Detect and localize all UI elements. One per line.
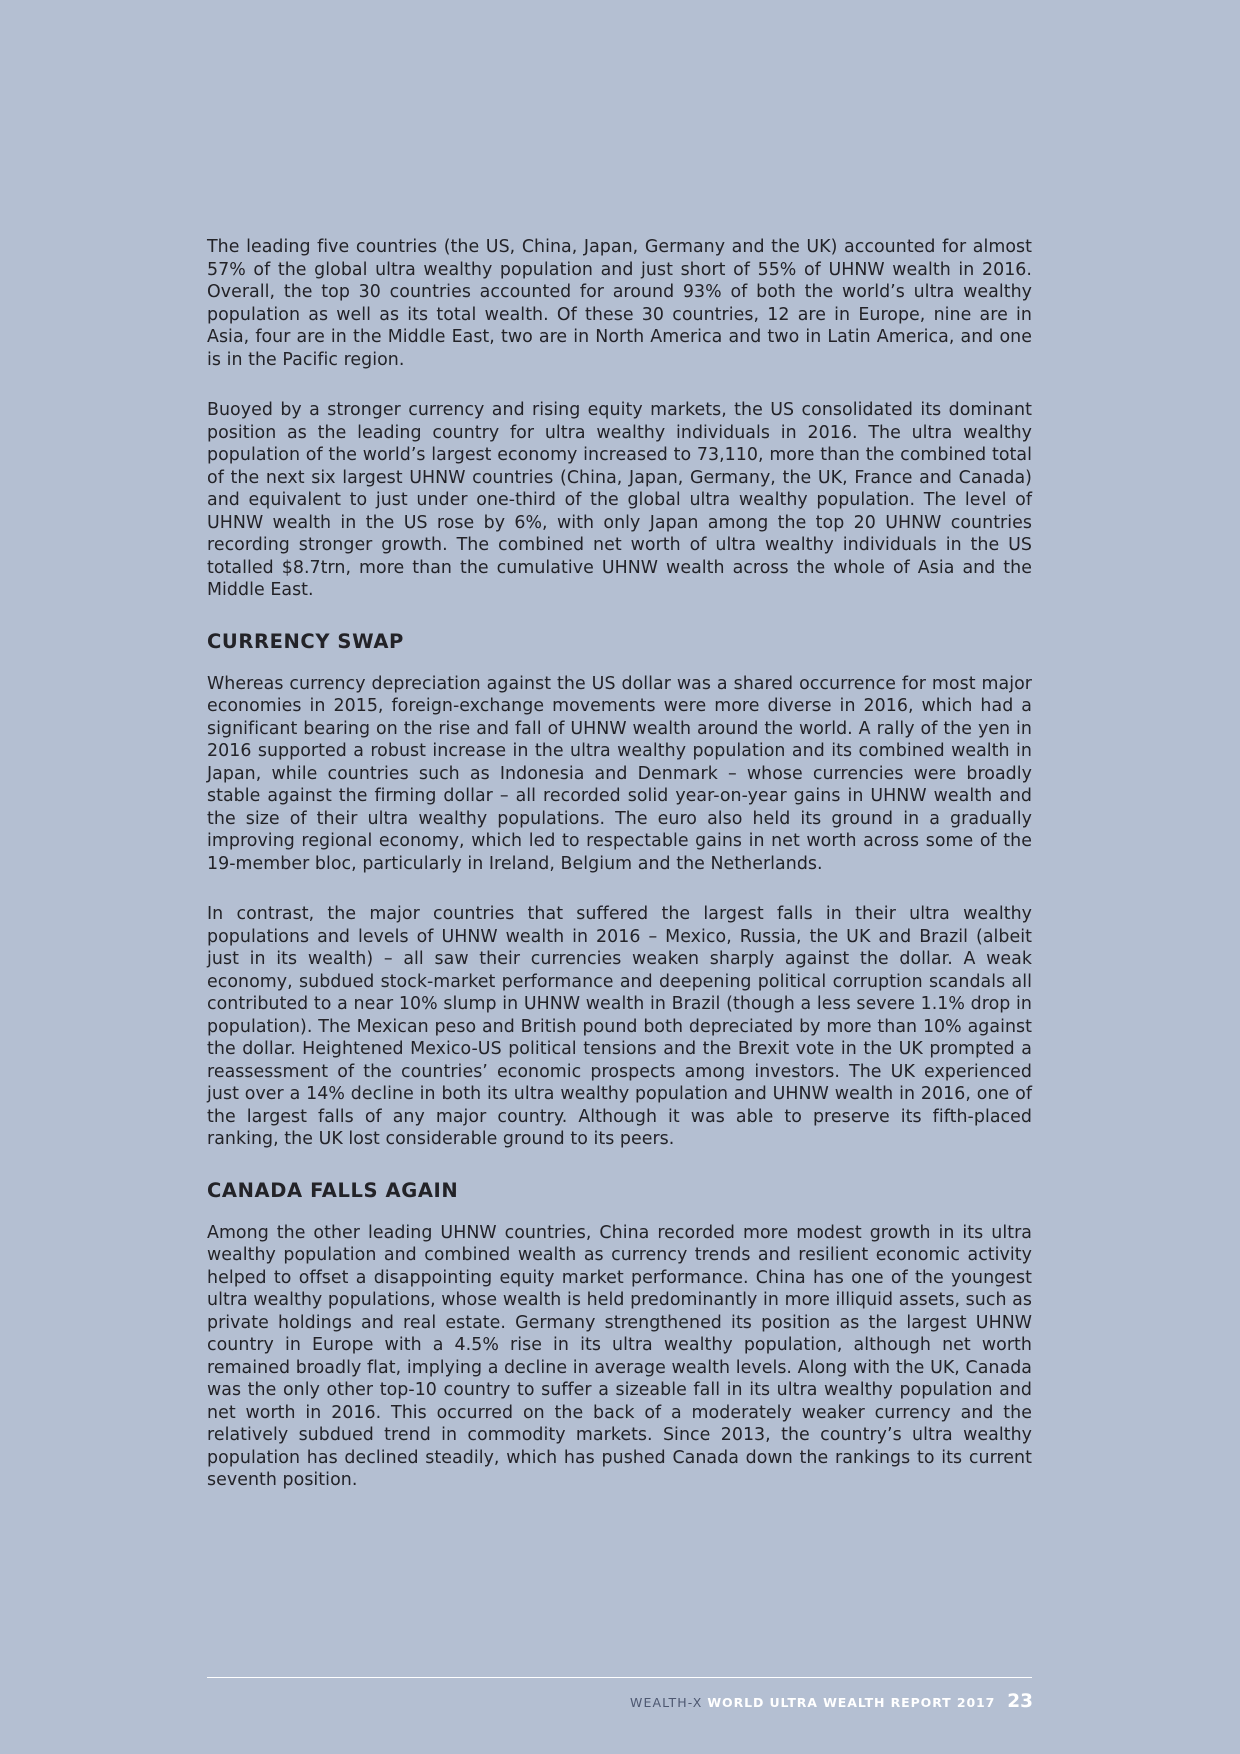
footer-report-title: WORLD ULTRA WEALTH REPORT 2017 bbox=[707, 1695, 996, 1710]
footer-brand: WEALTH-X bbox=[630, 1695, 703, 1710]
intro-paragraph-1: The leading five countries (the US, China, Japan, Germany and the UK) accounted for almost 57% of the global ultra wealthy population and just short of 55% of UHNW wealth in 2016. Overall, the top 30 countries accounted for around 93% of both the world’s ultra wealthy population as well as its total wealth. Of these 30 countries, 12 are in Europe, nine are in Asia, four are in the Middle East, two are in North America and two in Latin America, and one is in the Pacific region. bbox=[207, 237, 1032, 370]
page-footer bbox=[630, 1691, 1033, 1715]
page-number: 23 bbox=[1007, 1691, 1033, 1712]
report-page-body bbox=[207, 236, 1032, 1520]
footer-divider bbox=[207, 1677, 1032, 1678]
currency-paragraph-2: In contrast, the major countries that suffered the largest falls in their ultra wealthy populations and levels of UHNW wealth in 2016 – Mexico, Russia, the UK and Brazil (albeit just in its wealth) – all saw their currencies weaken sharply against the dollar. A weak economy, subdued stock-market performance and deepening political corruption scandals all contributed to a near 10% slump in UHNW wealth in Brazil (though a less severe 1.1% drop in population). The Mexican peso and British pound both depreciated by more than 10% against the dollar. Heightened Mexico-US political tensions and the Brexit vote in the UK prompted a reassessment of the countries’ economic prospects among investors. The UK experienced just over a 14% decline in both its ultra wealthy population and UHNW wealth in 2016, one of the largest falls of any major country. Although it was able to preserve its fifth-placed ranking, the UK lost considerable ground to its peers. bbox=[207, 904, 1032, 1149]
intro-paragraph-2: Buoyed by a stronger currency and rising equity markets, the US consolidated its dominant position as the leading country for ultra wealthy individuals in 2016. The ultra wealthy population of the world’s largest economy increased to 73,110, more than the combined total of the next six largest UHNW countries (China, Japan, Germany, the UK, France and Canada) and equivalent to just under one-third of the global ultra wealthy population. The level of UHNW wealth in the US rose by 6%, with only Japan among the top 20 UHNW countries recording stronger growth. The combined net worth of ultra wealthy individuals in the US totalled $8.7trn, more than the cumulative UHNW wealth across the whole of Asia and the Middle East. bbox=[207, 400, 1032, 600]
section-heading-currency-swap: CURRENCY SWAP bbox=[207, 629, 404, 653]
currency-paragraph-1: Whereas currency depreciation against the US dollar was a shared occurrence for most major economies in 2015, foreign-exchange movements were more diverse in 2016, which had a significant bearing on the rise and fall of UHNW wealth around the world. A rally of the yen in 2016 supported a robust increase in the ultra wealthy population and its combined wealth in Japan, while countries such as Indonesia and Denmark – whose currencies were broadly stable against the firming dollar – all recorded solid year-on-year gains in UHNW wealth and the size of their ultra wealthy populations. The euro also held its ground in a gradually improving regional economy, which led to respectable gains in net worth across some of the 19-member bloc, particularly in Ireland, Belgium and the Netherlands. bbox=[207, 673, 1032, 874]
section-heading-canada-falls-again: CANADA FALLS AGAIN bbox=[207, 1178, 459, 1202]
canada-paragraph-1: Among the other leading UHNW countries, China recorded more modest growth in its ultra wealthy population and combined wealth as currency trends and resilient economic activity helped to offset a disappointing equity market performance. China has one of the youngest ultra wealthy populations, whose wealth is held predominantly in more illiquid assets, such as private holdings and real estate. Germany strengthened its position as the largest UHNW country in Europe with a 4.5% rise in its ultra wealthy population, although net worth remained broadly flat, implying a decline in average wealth levels. Along with the UK, Canada was the only other top-10 country to suffer a sizeable fall in its ultra wealthy population and net worth in 2016. This occurred on the back of a moderately weaker currency and the relatively subdued trend in commodity markets. Since 2013, the country’s ultra wealthy population has declined steadily, which has pushed Canada down the rankings to its current seventh position. bbox=[207, 1222, 1032, 1490]
